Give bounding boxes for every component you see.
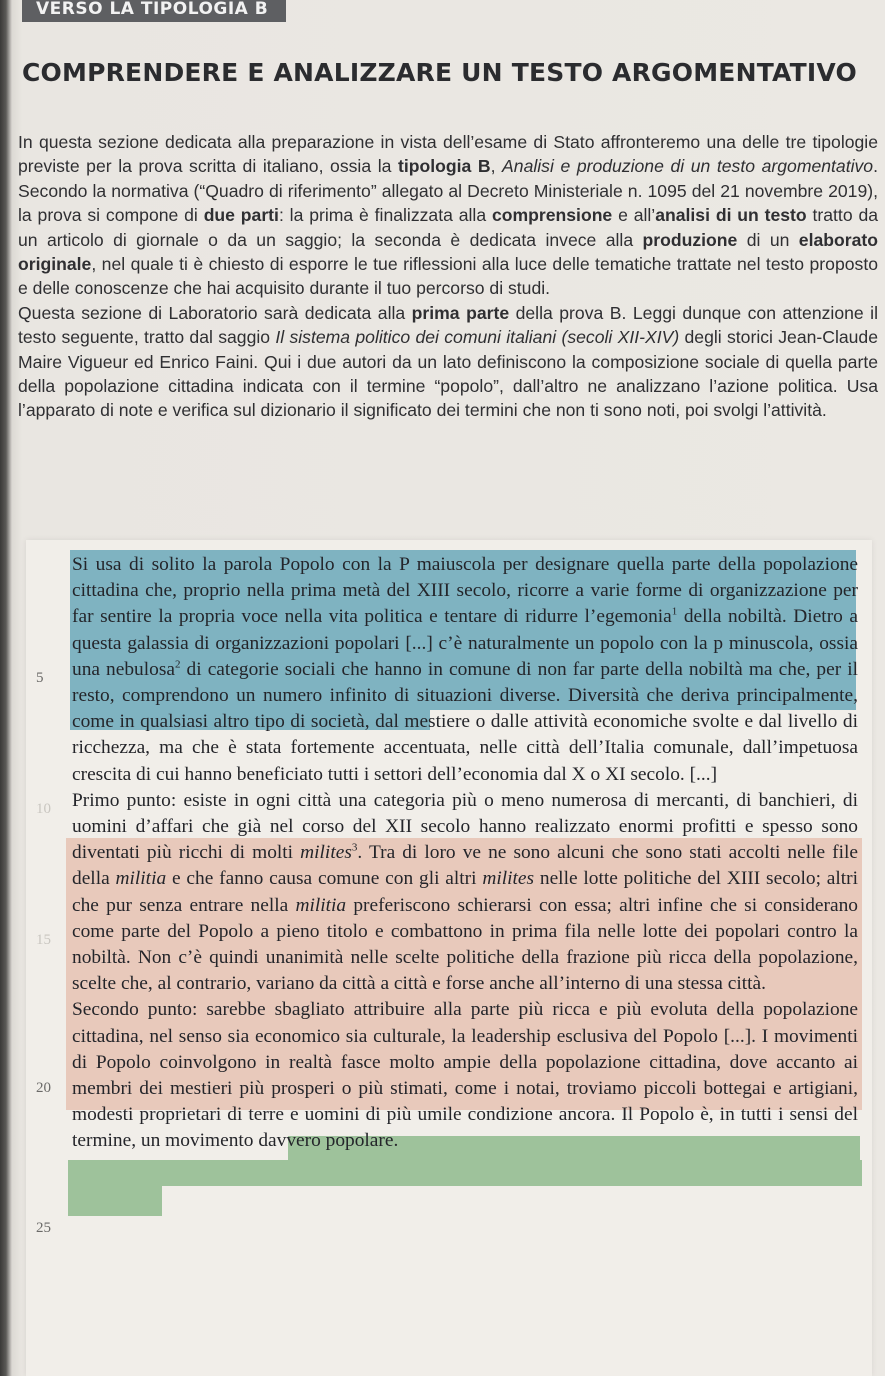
excerpt-sentence: . Tra di loro ve ne sono alcuni che sono stati accolti nelle file della xyxy=(72,842,859,890)
line-number: 25 xyxy=(36,1220,51,1236)
line-number: 10 xyxy=(36,801,51,817)
intro-bold: elaborato originale xyxy=(18,229,878,275)
line-number: 5 xyxy=(36,670,44,686)
latin-term: milites xyxy=(482,868,535,890)
line-number: 15 xyxy=(36,932,51,948)
highlight-green xyxy=(68,1160,862,1186)
intro-text: , nel quale ti è chiesto di esporre le tue riflessioni alla luce delle tematiche trattate nel testo proposto e delle conoscenze che hai acquisito durante il tuo percorso di studi. xyxy=(18,254,878,299)
intro-paragraph xyxy=(18,130,878,423)
intro-text: In questa sezione dedicata alla preparazione in vista dell’esame di Stato affronteremo una delle tre tipologie previste per la prova scritta di italiano, ossia la xyxy=(18,132,878,177)
intro-text: , xyxy=(490,156,503,177)
excerpt-sentence: Si usa di solito la parola Popolo con la P maiuscola per designare quella parte della popolazione cittadina che, proprio nella prima metà del XIII secolo, ricorre a varie forme di organizzazione per far sentire la propria voce nella vita politica e tentare di ridurre l’egemonia xyxy=(72,554,858,628)
excerpt-sentence: preferiscono schierarsi con essa; altri infine che si considerano come parte del Popolo a pieno titolo e combattono in prima fila nelle lotte dei popolari contro la nobiltà. Non c’è quindi unanimità nelle scelte politiche della frazione più ricca della popolazione, scelte che, al contrario, variano da città a città e forse anche all’interno di una stessa città. xyxy=(72,894,858,995)
intro-text: degli storici Jean-Claude Maire Vigueur ed Enrico Faini. Qui i due autori da un lato definiscono la composizione sociale di quella parte della popolazione cittadina indicata con il termine “popolo”, dall’altro ne analizzano l’azione politica. Usa l’apparato di note e verifica sul dizionario il significato dei termini che non ti sono noti, poi svolgi l’attività. xyxy=(18,327,878,421)
intro-text: . Secondo la normativa (“Quadro di riferimento” allegato al Decreto Ministeriale n. 1095 del 21 novembre 2019), la prova si compone di xyxy=(18,156,878,226)
intro-text: : la prima è finalizzata alla xyxy=(278,205,492,226)
line-number: 20 xyxy=(36,1080,51,1096)
latin-term: militia xyxy=(295,894,347,916)
intro-text: tratto da un articolo di giornale o da un saggio; la seconda è dedicata invece alla xyxy=(18,205,879,250)
intro-bold: comprensione xyxy=(491,205,613,226)
excerpt-sentence: Secondo punto: sarebbe sbagliato attribuire alla parte più ricca e più evoluta della popolazione cittadina, nel senso sia economico sia culturale, la leadership esclusiva del Popolo [...]. I movimenti di Popolo coinvolgono in realtà fasce molto ampie della popolazione cittadina, dove accanto ai membri dei mestieri più prosperi o più stimati, come i notai, troviamo piccoli bottegai e artigiani, modesti proprietari di terre e uomini di più umile condizione ancora. Il Popolo è, in tutti i sensi del termine, un movimento davvero popolare. xyxy=(72,999,858,1152)
intro-bold: due parti xyxy=(203,205,279,226)
intro-bold: tipologia B xyxy=(397,156,491,177)
latin-term: milites xyxy=(300,842,352,864)
intro-text: Questa sezione di Laboratorio sarà dedicata alla xyxy=(18,302,412,323)
latin-term: militia xyxy=(115,868,167,890)
highlight-green xyxy=(68,1186,162,1216)
excerpt-sentence: della nobiltà. Dietro a questa galassia di organizzazioni popolari [...] c’è naturalmente un popolo con la p minuscola, ossia una nebulosa xyxy=(72,606,859,680)
excerpt-text xyxy=(72,552,858,1155)
intro-text: di un xyxy=(737,229,799,250)
page-title: COMPRENDERE E ANALIZZARE UN TESTO ARGOMENTATIVO xyxy=(22,58,857,87)
intro-bold: prima parte xyxy=(411,302,510,323)
intro-bold: produzione xyxy=(642,229,738,250)
excerpt-sentence: di categorie sociali che hanno in comune di non far parte della nobiltà ma che, per il resto, comprendono un numero infinito di situazioni diverse. Diversità che deriva principalmente, come in qualsiasi altro tipo di società, dal mestiere o dalle attività economiche svolte e dal livello di ricchezza, ma che è stata fortemente accentuata, nelle città dell’Italia comunale, dall’impetuosa crescita di cui hanno beneficiato tutti i settori dell’economia dal X o XI secolo. [...] xyxy=(72,658,858,785)
excerpt-sentence: nelle lotte politiche del XIII secolo; altri che pur senza entrare nella xyxy=(72,868,859,916)
excerpt-sentence: e che fanno causa comune con gli altri xyxy=(166,868,483,890)
intro-bold: analisi di un testo xyxy=(655,205,807,226)
intro-text: della prova B. Leggi dunque con attenzione il testo seguente, tratto dal saggio xyxy=(18,302,879,348)
section-tab: VERSO LA TIPOLOGIA B xyxy=(22,0,286,22)
intro-italic: Analisi e produzione di un testo argomentativo xyxy=(502,156,874,177)
footnote-ref[interactable]: 3 xyxy=(351,841,358,854)
footnote-ref[interactable]: 1 xyxy=(671,605,678,618)
intro-italic: Il sistema politico dei comuni italiani (secoli XII-XIV) xyxy=(275,327,680,348)
footnote-ref[interactable]: 2 xyxy=(175,658,181,671)
intro-text: e all’ xyxy=(612,205,656,226)
excerpt-sentence: Primo punto: esiste in ogni città una categoria più o meno numerosa di mercanti, di banchieri, di uomini d’affari che già nel corso del XII secolo hanno realizzato enormi profitti e spesso sono diventati più ricchi di molti xyxy=(72,789,858,864)
